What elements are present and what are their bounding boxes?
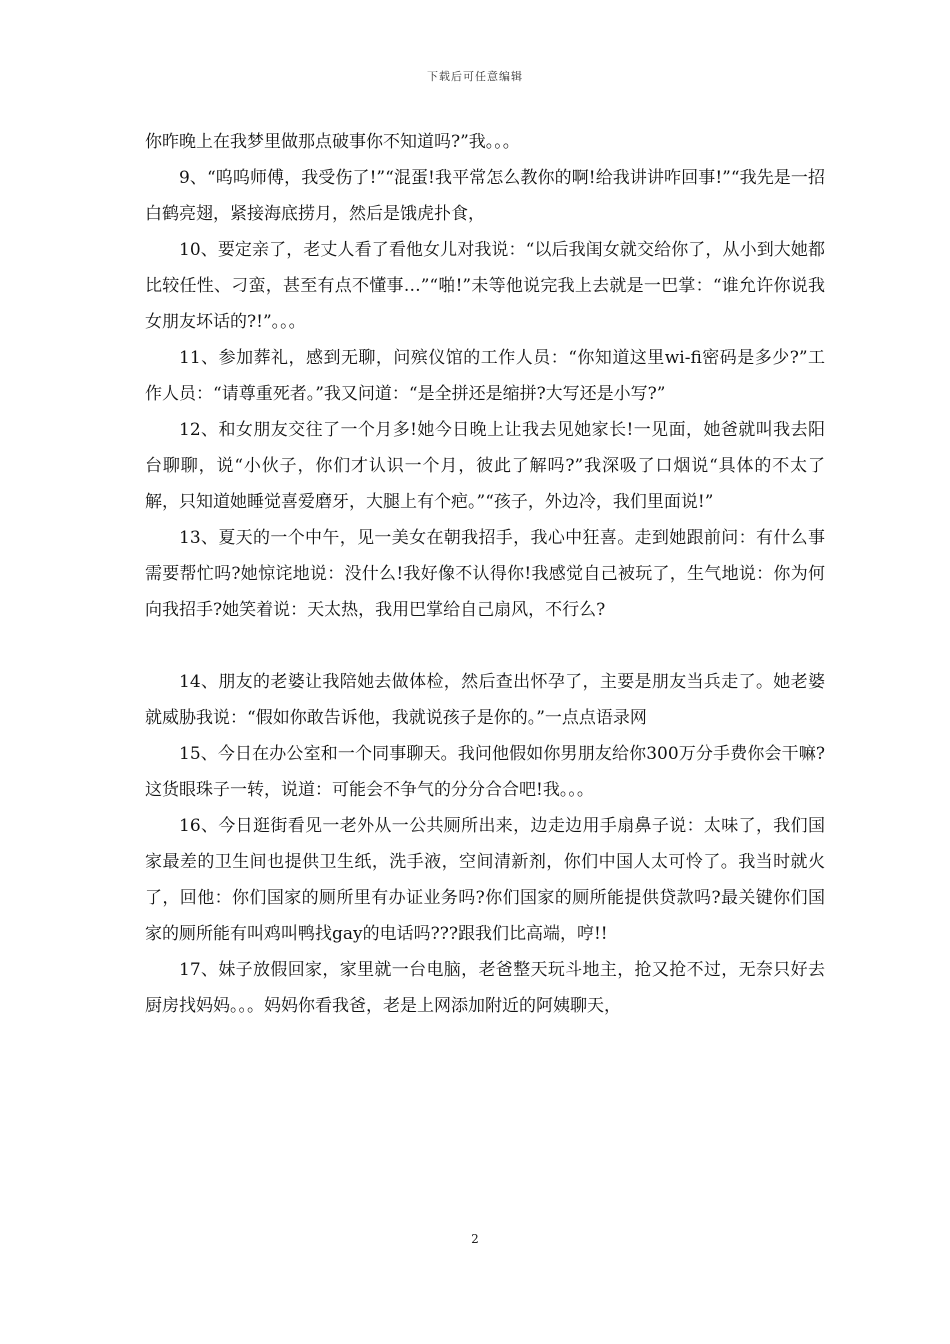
paragraph-joke-14: 14、朋友的老婆让我陪她去做体检，然后查出怀孕了，主要是朋友当兵走了。她老婆就威胁我说：“假如你敢告诉他，我就说孩子是你的。”一点点语录网	[145, 672, 825, 728]
paragraph-joke-9: 9、“呜呜师傅，我受伤了!”“混蛋!我平常怎么教你的啊!给我讲讲咋回事!”“我先是一招白鹤亮翅，紧接海底捞月，然后是饿虎扑食，	[145, 168, 825, 224]
paragraph-joke-10: 10、要定亲了，老丈人看了看他女儿对我说：“以后我闺女就交给你了，从小到大她都比较任性、刁蛮，甚至有点不懂事…”“啪!”未等他说完我上去就是一巴掌：“谁允许你说我女朋友坏话的?!”。。。	[145, 240, 825, 332]
paragraph-joke-13: 13、夏天的一个中午，见一美女在朝我招手，我心中狂喜。走到她跟前问：有什么事需要帮忙吗?她惊诧地说：没什么!我好像不认得你!我感觉自己被玩了，生气地说：你为何向我招手?她笑着说：天太热，我用巴掌给自己扇风，不行么?	[145, 528, 825, 620]
page-header: 下载后可任意编辑	[427, 70, 523, 83]
page-number: 2	[471, 1232, 479, 1246]
paragraph-joke-15: 15、今日在办公室和一个同事聊天。我问他假如你男朋友给你300万分手费你会干嘛?这货眼珠子一转，说道：可能会不争气的分分合合吧!我。。。	[145, 744, 825, 800]
paragraph-joke-16: 16、今日逛街看见一老外从一公共厕所出来，边走边用手扇鼻子说：太味了，我们国家最差的卫生间也提供卫生纸，洗手液，空间清新剂，你们中国人太可怜了。我当时就火了，回他：你们国家的厕所里有办证业务吗?你们国家的厕所能提供贷款吗?最关键你们国家的厕所能有叫鸡叫鸭找gay的电话吗???跟我们比高端，哼!!	[145, 816, 825, 944]
paragraph-joke-17: 17、妹子放假回家，家里就一台电脑，老爸整天玩斗地主，抢又抢不过，无奈只好去厨房找妈妈。。。妈妈你看我爸，老是上网添加附近的阿姨聊天，	[145, 960, 825, 1016]
paragraph-continuation: 你昨晚上在我梦里做那点破事你不知道吗?”我。。。	[145, 132, 520, 152]
document-body	[145, 124, 825, 1024]
paragraph-joke-11: 11、参加葬礼，感到无聊，问殡仪馆的工作人员：“你知道这里wi-fi密码是多少?”工作人员：“请尊重死者。”我又问道：“是全拼还是缩拼?大写还是小写?”	[145, 348, 825, 404]
paragraph-joke-12: 12、和女朋友交往了一个月多!她今日晚上让我去见她家长!一见面，她爸就叫我去阳台聊聊，说“小伙子，你们才认识一个月，彼此了解吗?”我深吸了口烟说“具体的不太了解，只知道她睡觉喜爱磨牙，大腿上有个疤。”“孩子，外边冷，我们里面说!”	[145, 420, 825, 512]
